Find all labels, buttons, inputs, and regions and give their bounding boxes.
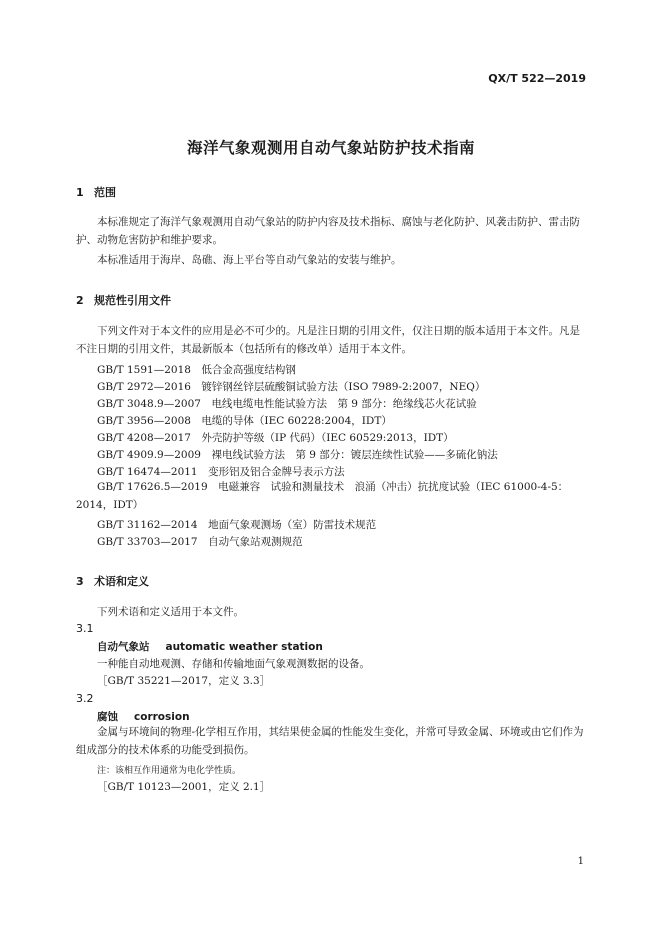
term-number: 3.1 bbox=[76, 622, 94, 635]
section-heading-normative-references bbox=[76, 292, 171, 308]
section-title: 规范性引用文件 bbox=[94, 294, 171, 307]
section-heading-scope bbox=[76, 184, 116, 200]
section-title: 术语和定义 bbox=[94, 575, 149, 588]
section-number: 1 bbox=[76, 186, 84, 199]
reference-item: GB/T 3048.9—2007 电线电缆电性能试验方法 第 9 部分：绝缘线芯火花试验 bbox=[97, 398, 477, 410]
references-intro: 下列文件对于本文件的应用是必不可少的。凡是注日期的引用文件，仅注日期的版本适用于本文件。凡是不注日期的引用文件，其最新版本（包括所有的修改单）适用于本文件。 bbox=[76, 325, 580, 355]
term-en: automatic weather station bbox=[165, 641, 323, 653]
reference-item: GB/T 4208—2017 外壳防护等级（IP 代码）（IEC 60529:2013，IDT） bbox=[97, 432, 454, 444]
reference-item: GB/T 2972—2016 镀锌钢丝锌层硫酸铜试验方法（ISO 7989-2:2007，NEQ） bbox=[97, 381, 486, 393]
section-number: 2 bbox=[76, 294, 84, 307]
term-number: 3.2 bbox=[76, 692, 94, 705]
standard-number: QX/T 522—2019 bbox=[488, 72, 586, 85]
term-zh: 腐蚀 bbox=[97, 711, 118, 723]
page-number: 1 bbox=[577, 856, 584, 867]
term-definition: 金属与环境间的物理-化学相互作用，其结果使金属的性能发生变化，并常可导致金属、环境或由它们作为组成部分的技术体系的功能受到损伤。 bbox=[76, 726, 584, 756]
reference-item: GB/T 17626.5—2019 电磁兼容 试验和测量技术 浪涌（冲击）抗扰度试验（IEC 61000-4-5：2014，IDT） bbox=[76, 481, 569, 511]
section-title: 范围 bbox=[94, 186, 116, 199]
term-heading bbox=[97, 639, 323, 654]
reference-item: GB/T 16474—2011 变形铝及铝合金牌号表示方法 bbox=[97, 466, 345, 478]
scope-paragraph-1: 本标准规定了海洋气象观测用自动气象站的防护内容及技术指标、腐蚀与老化防护、风袭击防护、雷击防护、动物危害防护和维护要求。 bbox=[76, 216, 580, 246]
term-source: ［GB/T 35221—2017，定义 3.3］ bbox=[97, 675, 271, 687]
section-number: 3 bbox=[76, 575, 84, 588]
reference-item: GB/T 33703—2017 自动气象站观测规范 bbox=[97, 536, 303, 548]
term-en: corrosion bbox=[134, 711, 190, 723]
term-heading bbox=[97, 709, 190, 724]
reference-item: GB/T 31162—2014 地面气象观测场（室）防雷技术规范 bbox=[97, 519, 377, 531]
term-source: ［GB/T 10123—2001，定义 2.1］ bbox=[97, 781, 271, 793]
terms-intro: 下列术语和定义适用于本文件。 bbox=[97, 606, 244, 618]
term-zh: 自动气象站 bbox=[97, 641, 150, 653]
term-definition: 一种能自动地观测、存储和传输地面气象观测数据的设备。 bbox=[97, 658, 370, 670]
term-note: 注：该相互作用通常为电化学性质。 bbox=[97, 766, 242, 776]
scope-paragraph-2: 本标准适用于海岸、岛礁、海上平台等自动气象站的安装与维护。 bbox=[97, 254, 402, 266]
reference-item: GB/T 3956—2008 电缆的导体（IEC 60228:2004，IDT） bbox=[97, 415, 392, 427]
reference-item: GB/T 4909.9—2009 裸电线试验方法 第 9 部分：镀层连续性试验——多硫化钠法 bbox=[97, 449, 498, 461]
reference-item: GB/T 1591—2018 低合金高强度结构钢 bbox=[97, 364, 296, 376]
document-title: 海洋气象观测用自动气象站防护技术指南 bbox=[186, 139, 475, 157]
section-heading-terms-definitions bbox=[76, 573, 149, 589]
